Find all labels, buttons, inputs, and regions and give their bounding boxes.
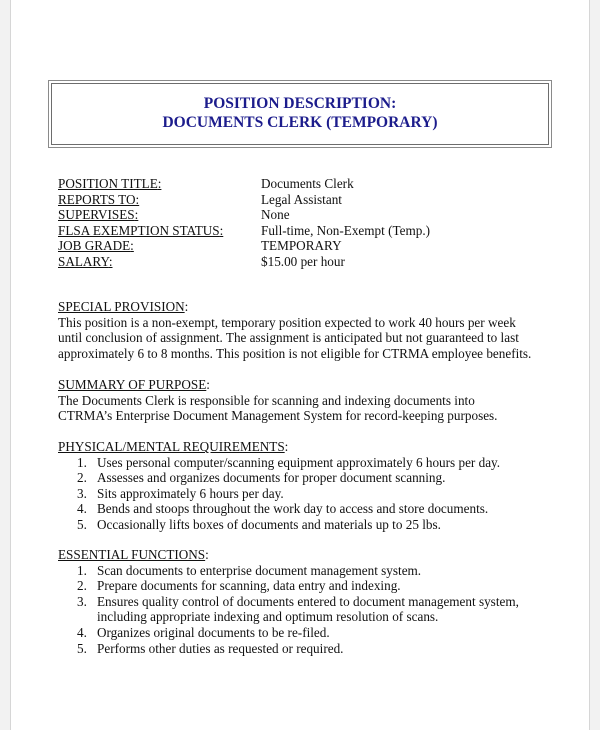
summary-section xyxy=(58,377,568,424)
field-value: TEMPORARY xyxy=(261,238,342,253)
field-label: JOB GRADE: xyxy=(58,238,134,253)
list-item: 3. Ensures quality control of documents entered to document management system, including appropriate indexing and optimum resolution of scans. xyxy=(77,593,519,625)
field-value: Documents Clerk xyxy=(261,176,354,191)
field-label: FLSA EXEMPTION STATUS: xyxy=(58,222,224,238)
section-heading: SPECIAL PROVISION: xyxy=(58,299,189,314)
list-item: 4. Organizes original documents to be re-filed. xyxy=(77,624,330,640)
field-value: None xyxy=(261,207,290,222)
special-provision-section xyxy=(58,299,568,361)
paragraph-line: CTRMA’s Enterprise Document Management System for record-keeping purposes. xyxy=(58,408,498,424)
list-item: 1. Scan documents to enterprise document management system. xyxy=(77,562,422,578)
field-label: POSITION TITLE: xyxy=(58,176,162,191)
functions-list xyxy=(58,563,568,657)
document-page xyxy=(10,0,590,730)
physical-requirements-section xyxy=(58,439,568,533)
field-row xyxy=(58,192,558,208)
field-label: REPORTS TO: xyxy=(58,191,140,207)
essential-functions-section xyxy=(58,547,568,656)
section-heading: SUMMARY OF PURPOSE: xyxy=(58,377,210,392)
field-row xyxy=(58,207,558,223)
paragraph-line: This position is a non-exempt, temporary position expected to work 40 hours per week xyxy=(58,314,516,330)
list-item: 2. Assesses and organizes documents for proper document scanning. xyxy=(77,470,446,486)
title-line-2: DOCUMENTS CLERK (TEMPORARY) xyxy=(162,114,438,131)
section-heading: ESSENTIAL FUNCTIONS: xyxy=(58,547,209,562)
list-item: 5. Occasionally lifts boxes of documents and materials up to 25 lbs. xyxy=(77,516,441,532)
list-item: 1. Uses personal computer/scanning equipment approximately 6 hours per day. xyxy=(77,454,501,470)
paragraph-line: until conclusion of assignment. The assignment is anticipated but not guaranteed to last xyxy=(58,330,519,346)
list-item: 5. Performs other duties as requested or required. xyxy=(77,640,344,656)
paragraph-line: The Documents Clerk is responsible for scanning and indexing documents into xyxy=(58,392,475,408)
field-label: SUPERVISES: xyxy=(58,207,139,222)
list-item: 3. Sits approximately 6 hours per day. xyxy=(77,485,284,501)
list-item: 2. Prepare documents for scanning, data entry and indexing. xyxy=(77,578,401,594)
title-line-1: POSITION DESCRIPTION: xyxy=(203,95,397,112)
field-row xyxy=(58,176,558,192)
field-value: Full-time, Non-Exempt (Temp.) xyxy=(261,222,431,238)
field-value: $15.00 per hour xyxy=(261,253,345,269)
requirements-list xyxy=(58,455,568,533)
field-row xyxy=(58,254,558,270)
title-box xyxy=(51,83,549,145)
list-item: 4. Bends and stoops throughout the work day to access and store documents. xyxy=(77,501,489,517)
position-fields xyxy=(58,176,558,269)
field-label: SALARY: xyxy=(58,253,113,269)
paragraph-line: approximately 6 to 8 months. This position is not eligible for CTRMA employee benefits. xyxy=(58,345,532,361)
field-row xyxy=(58,223,558,239)
field-row xyxy=(58,238,558,254)
field-value: Legal Assistant xyxy=(261,191,342,207)
section-heading: PHYSICAL/MENTAL REQUIREMENTS: xyxy=(58,439,289,454)
